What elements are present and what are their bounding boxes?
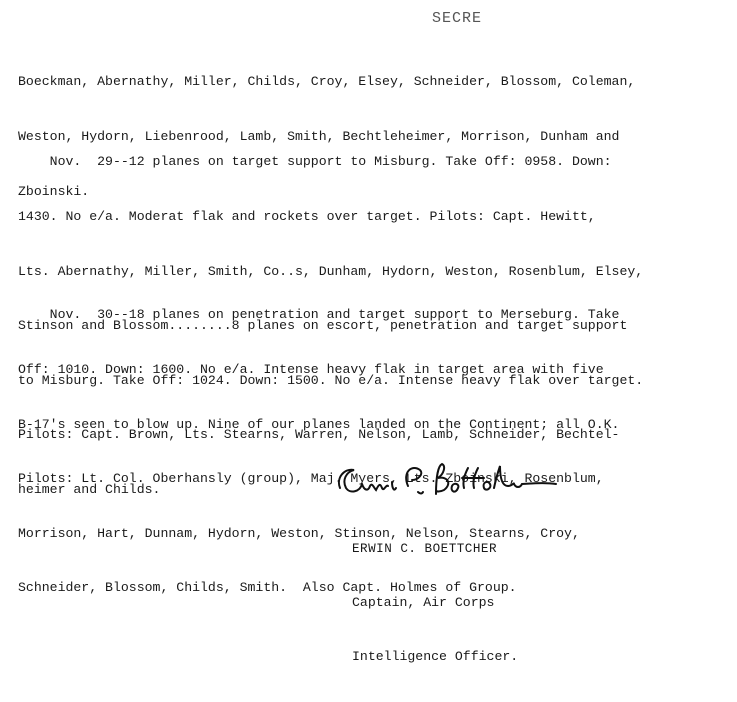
signature-block [352,504,518,702]
text-line: Zboinski. [18,183,90,199]
text-line: heimer and Childs. [18,482,161,498]
text-line: Pilots: Lt. Col. Oberhansly (group), Maj. Myers, Lts. Zboinski, Rosenblum, [18,471,604,487]
signer-name: ERWIN C. BOETTCHER [352,542,498,556]
text-line: Schneider, Blossom, Childs, Smith. Also Capt. Holmes of Group. [18,580,517,596]
text-line: to Misburg. Take Off: 1024. Down: 1500. No e/a. Intense heavy flak over target. [18,372,644,388]
signer-title: Intelligence Officer. [352,649,519,664]
text-line: Nov. 30--18 planes on penetration and target support to Merseburg. Take [18,307,620,323]
text-line: Nov. 29--12 planes on target support to Misburg. Take Off: 0958. Down: [18,154,612,170]
text-line: Lts. Abernathy, Miller, Smith, Co..s, Dunham, Hydorn, Weston, Rosenblum, Elsey, [18,263,644,279]
signer-rank: Captain, Air Corps [352,595,495,610]
text-line: Weston, Hydorn, Liebenrood, Lamb, Smith, Bechtleheimer, Morrison, Dunham and [18,129,620,145]
handwritten-signature [332,458,562,506]
text-line: 1430. No e/a. Moderat flak and rockets over target. Pilots: Capt. Hewitt, [18,209,596,225]
signature-scribble-icon [332,458,562,506]
text-line: Pilots: Capt. Brown, Lts. Stearns, Warren, Nelson, Lamb, Schneider, Bechtel- [18,427,620,443]
text-line: B-17's seen to blow up. Nine of our planes landed on the Continent; all O.K. [18,416,620,432]
classification-stamp: SECRE [432,10,483,27]
text-line: Morrison, Hart, Dunnam, Hydorn, Weston, Stinson, Nelson, Stearns, Croy, [18,525,580,541]
text-line: Stinson and Blossom........8 planes on escort, penetration and target support [18,318,628,334]
text-line: Boeckman, Abernathy, Miller, Childs, Croy, Elsey, Schneider, Blossom, Coleman, [18,74,636,90]
text-line: Off: 1010. Down: 1600. No e/a. Intense heavy flak in target area with five [18,362,604,378]
